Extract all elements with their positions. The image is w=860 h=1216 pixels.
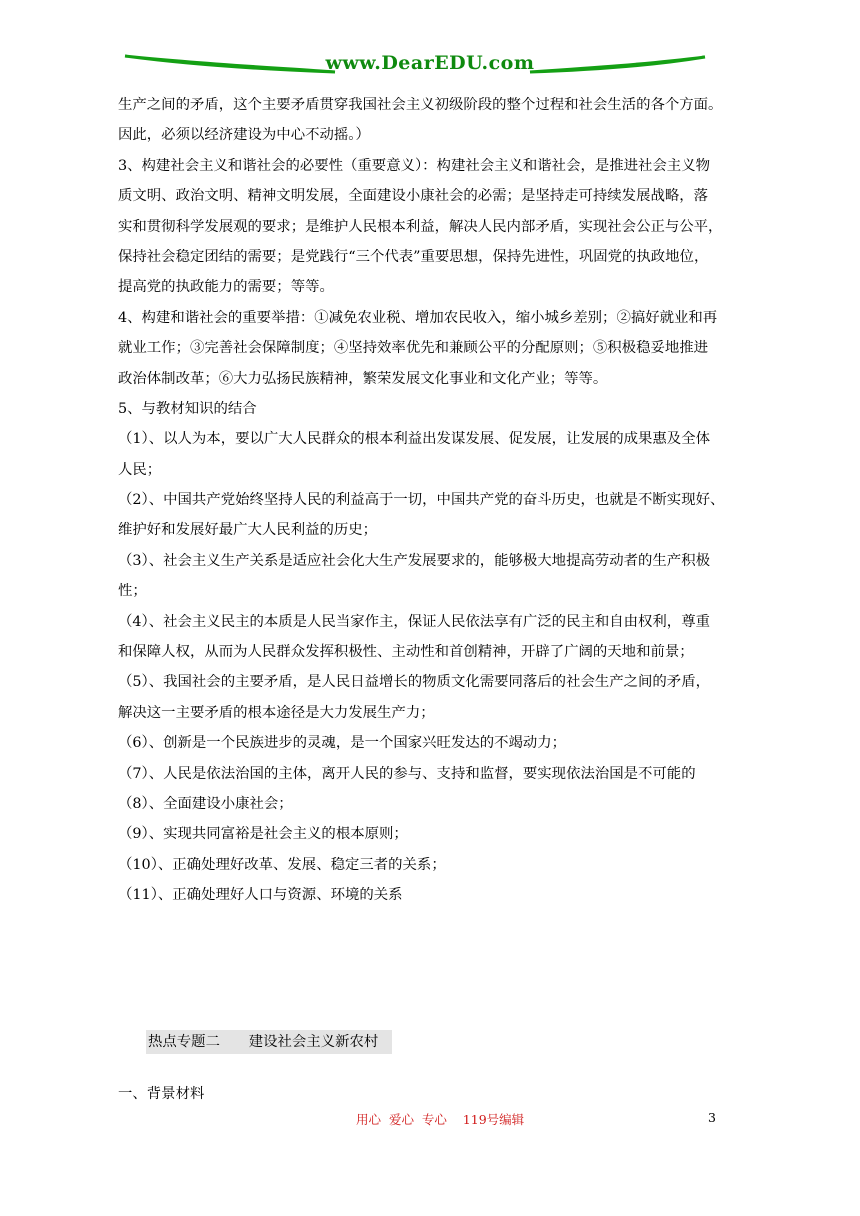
text-line: （2）、中国共产党始终坚持人民的利益高于一切，中国共产党的奋斗历史，也就是不断实现好、 [118, 492, 725, 509]
text-line: （9）、实现共同富裕是社会主义的根本原则； [118, 826, 408, 843]
text-line: 生产之间的矛盾，这个主要矛盾贯穿我国社会主义初级阶段的整个过程和社会生活的各个方面。 [118, 97, 723, 113]
section-heading: 一、背景材料 [118, 1086, 205, 1102]
text-line: 解决这一主要矛盾的根本途径是大力发展生产力； [118, 704, 435, 721]
text-line: （5）、我国社会的主要矛盾，是人民日益增长的物质文化需要同落后的社会生产之间的矛盾， [118, 674, 710, 691]
text-line: 保持社会稳定团结的需要；是党践行“三个代表”重要思想，保持先进性，巩固党的执政地位， [118, 248, 709, 265]
text-line: 4、构建和谐社会的重要举措：①减免农业税、增加农民收入，缩小城乡差别；②搞好就业和再 [118, 309, 718, 326]
text-line: （11）、正确处理好人口与资源、环境的关系 [118, 887, 403, 904]
text-line: （7）、人民是依法治国的主体，离开人民的参与、支持和监督，要实现依法治国是不可能的 [118, 765, 696, 782]
topic-heading: 热点专题二 建设社会主义新农村 [146, 1030, 392, 1054]
footer-slogan: 用心 爱心 专心 119号编辑 [356, 1112, 525, 1127]
text-line: 实和贯彻科学发展观的要求；是维护人民根本利益，解决人民内部矛盾，实现社会公正与公平， [118, 218, 723, 235]
text-line: 质文明、政治文明、精神文明发展，全面建设小康社会的必需；是坚持走可持续发展战略，落 [118, 188, 709, 205]
text-line: 维护好和发展好最广大人民利益的历史； [118, 522, 378, 539]
text-line: （8）、全面建设小康社会； [118, 795, 293, 812]
text-line: 5、与教材知识的结合 [118, 400, 257, 417]
site-header [0, 44, 860, 84]
text-line: 和保障人权，从而为人民群众发挥积极性、主动性和首创精神，开辟了广阔的天地和前景； [118, 644, 694, 661]
page-number: 3 [708, 1110, 716, 1125]
text-line: （1）、以人为本，要以广大人民群众的根本利益出发谋发展、促发展，让发展的成果惠及全体 [118, 431, 710, 448]
text-line: （10）、正确处理好改革、发展、稳定三者的关系； [118, 856, 446, 873]
text-line: 就业工作；③完善社会保障制度；④坚持效率优先和兼顾公平的分配原则；⑤积极稳妥地推进 [118, 340, 709, 357]
text-line: 3、构建社会主义和谐社会的必要性（重要意义）：构建社会主义和谐社会，是推进社会主义物 [118, 157, 710, 174]
text-line: （3）、社会主义生产关系是适应社会化大生产发展要求的，能够极大地提高劳动者的生产积极 [118, 552, 710, 569]
site-logo[interactable]: www.DearEDU.com [325, 52, 535, 74]
text-line: 提高党的执政能力的需要；等等。 [118, 279, 334, 296]
text-line: 人民； [118, 461, 162, 478]
text-line: （4）、社会主义民主的本质是人民当家作主，保证人民依法享有广泛的民主和自由权利，尊重 [118, 613, 710, 630]
text-line: 性； [118, 583, 147, 600]
text-line: （6）、创新是一个民族进步的灵魂，是一个国家兴旺发达的不竭动力； [118, 735, 567, 752]
text-line: 政治体制改革；⑥大力弘扬民族精神，繁荣发展文化事业和文化产业；等等。 [118, 370, 608, 387]
document-body [118, 90, 744, 911]
text-line: 因此，必须以经济建设为中心不动摇。） [118, 127, 370, 144]
